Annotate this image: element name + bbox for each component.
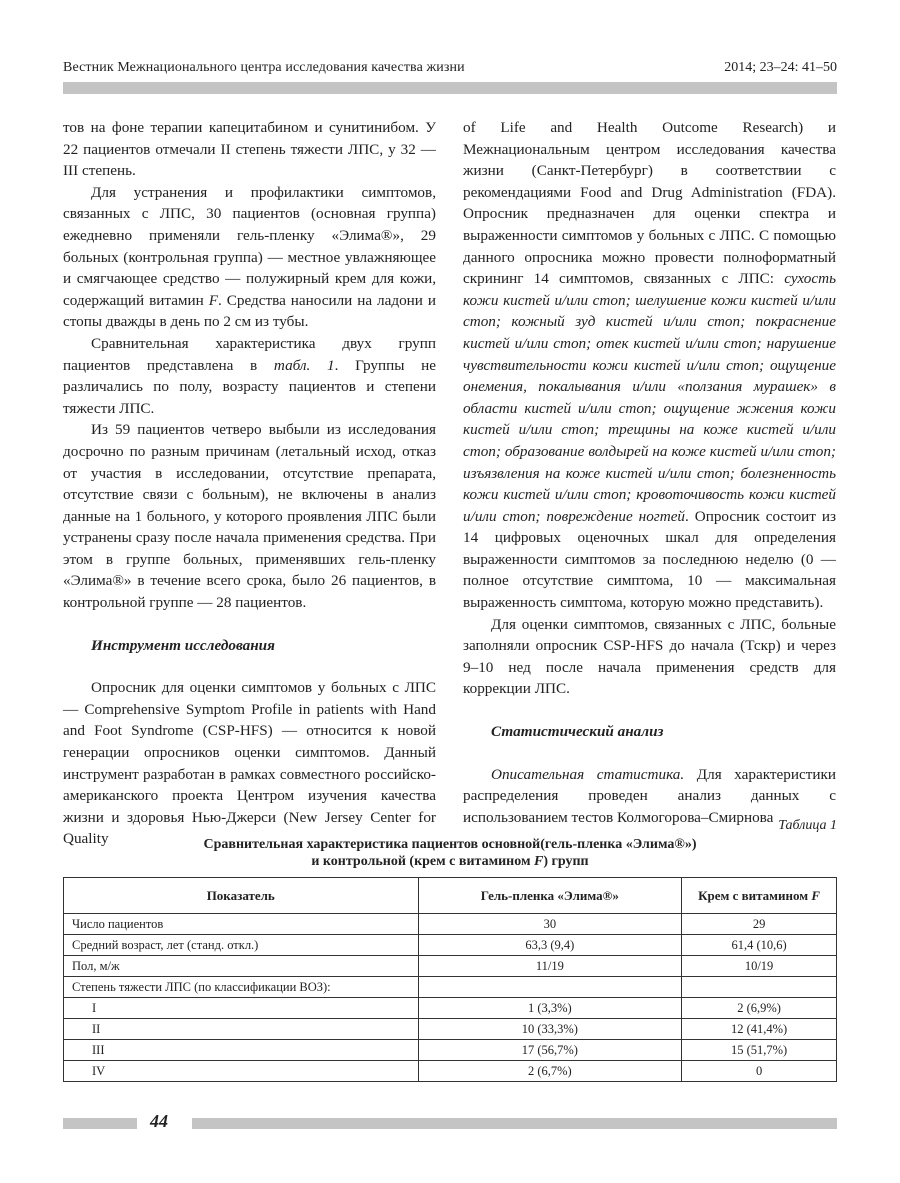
cell-value: 10 (33,3%) (418, 1019, 682, 1040)
page-number: 44 (150, 1111, 168, 1131)
table-row (64, 998, 837, 1019)
footer-rule-right (192, 1118, 837, 1129)
section-heading: Статистический анализ (491, 723, 664, 741)
row-label: IV (64, 1061, 419, 1082)
cell-value: 17 (56,7%) (418, 1040, 682, 1061)
table-row (64, 1061, 837, 1082)
footer-rule-left (63, 1118, 137, 1129)
row-label: III (64, 1040, 419, 1061)
section-heading: Инструмент исследования (91, 636, 275, 654)
row-label: Средний возраст, лет (станд. откл.) (64, 935, 419, 956)
cell-value: 61,4 (10,6) (682, 935, 837, 956)
row-label: I (64, 998, 419, 1019)
left-column (63, 117, 436, 850)
paragraph: Из 59 пациентов четверо выбыли из исследования досрочно по разным причинам (летальный исход, отказ от участия в исследовании, отсутствие препарата, отсутствие связи с больным), не включены в анализ данные на 1 больного, у которого проявления ЛПС были устранены сразу после начала применения средства. При этом в группе больных, применявших гель-пленку «Элима®» в течение всего срока, было 26 пациентов, в контрольной группе — 28 пациентов. (63, 421, 436, 612)
column-header: Крем с витамином F (682, 878, 837, 914)
cell-value: 63,3 (9,4) (418, 935, 682, 956)
cell-value: 1 (3,3%) (418, 998, 682, 1019)
header-rule (63, 82, 837, 94)
cell-value: 10/19 (682, 956, 837, 977)
column-header: Гель-пленка «Элима®» (418, 878, 682, 914)
cell-value: 0 (682, 1061, 837, 1082)
comparison-table (63, 877, 837, 1082)
journal-title: Вестник Межнационального центра исследования качества жизни (63, 60, 465, 75)
paragraph: Описательная статистика. Для характеристики распределения проведен анализ данных с использованием тестов Колмогорова–Смирнова (463, 765, 836, 826)
cell-value: 12 (41,4%) (682, 1019, 837, 1040)
cell-value: 15 (51,7%) (682, 1040, 837, 1061)
paragraph: Опросник для оценки симптомов у больных с ЛПС — Comprehensive Symptom Profile in patients with Hand and Foot Syndrome (CSP-HFS) — относится к новой генерации опросников оценки симптомов. Данный инструмент разработан в рамках совместного российско-американского проекта Центром изучения качества жизни и здоровья Нью-Джерси (New Jersey Center for Quality (63, 679, 436, 848)
table-row (64, 1019, 837, 1040)
table-title: Сравнительная характеристика пациентов основной(гель-пленка «Элима®») и контрольной (крем с витамином F) групп (203, 837, 697, 869)
table-row (64, 977, 837, 998)
paragraph: Сравнительная характеристика двух групп пациентов представлена в табл. 1. Группы не различались по полу, возрасту пациентов и степени тяжести ЛПС. (63, 334, 436, 417)
right-column (463, 117, 836, 828)
row-label: Степень тяжести ЛПС (по классификации ВОЗ): (64, 977, 419, 998)
column-header: Показатель (64, 878, 419, 914)
table-row (64, 956, 837, 977)
table-header-row (64, 878, 837, 914)
paragraph: of Life and Health Outcome Research) и Межнациональным центром исследования качества жизни (Санкт-Петербург) в соответствии с рекомендациями Food and Drug Administration (FDA). Опросник предназначен для оценки спектра и выраженности симптомов у больных с ЛПС. С помощью данного опросника можно провести полноформатный скрининг 14 симптомов, связанных с ЛПС: сухость кожи кистей и/или стоп; шелушение кожи кистей и/или стоп; кожный зуд кистей и/или стоп; покраснение кистей и/или стоп; отек кистей и/или стоп; нарушение чувствительности кожи кистей и/или стоп; ощущение онемения, покалывания и/или «ползания мурашек» в области кистей и/или стоп; ощущение жжения кожи кистей и/или стоп; трещины на коже кистей и/или стоп; образование волдырей на коже кистей и/или стоп; изъязвления на коже кистей и/или стоп; болезненность кожи кистей и/или стоп; кровоточивость кожи кистей и/или стоп; повреждение ногтей. Опросник состоит из 14 цифровых оценочных шкал для определения выраженности симптомов за последнюю неделю (0 — полное отсутствие симптома, 10 — максимальная выраженность симптома, которую можно представить). (463, 119, 836, 612)
table-row (64, 914, 837, 935)
row-label: Число пациентов (64, 914, 419, 935)
cell-value: 29 (682, 914, 837, 935)
cell-value: 2 (6,9%) (682, 998, 837, 1019)
issue-info: 2014; 23–24: 41–50 (724, 60, 837, 75)
paragraph: Для оценки симптомов, связанных с ЛПС, больные заполняли опросник CSP-HFS до начала (Тскр) и через 9–10 нед после начала применения средств для коррекции ЛПС. (463, 615, 836, 698)
row-label: Пол, м/ж (64, 956, 419, 977)
cell-value: 30 (418, 914, 682, 935)
table-row (64, 1040, 837, 1061)
table-label: Таблица 1 (778, 818, 837, 833)
cell-value (682, 977, 837, 998)
table-row (64, 935, 837, 956)
paragraph: тов на фоне терапии капецитабином и сунитинибом. У 22 пациентов отмечали II степень тяжести ЛПС, у 32 — III степень. (63, 119, 436, 180)
row-label: II (64, 1019, 419, 1040)
cell-value: 2 (6,7%) (418, 1061, 682, 1082)
paragraph: Для устранения и профилактики симптомов, связанных с ЛПС, 30 пациентов (основная группа) ежедневно применяли гель-пленку «Элима®», 29 больных (контрольная группа) — местное увлажняющее и смягчающее средство — полужирный крем для кожи, содержащий витамин F. Средства наносили на ладони и стопы дважды в день по 2 см из тубы. (63, 183, 436, 331)
cell-value (418, 977, 682, 998)
cell-value: 11/19 (418, 956, 682, 977)
